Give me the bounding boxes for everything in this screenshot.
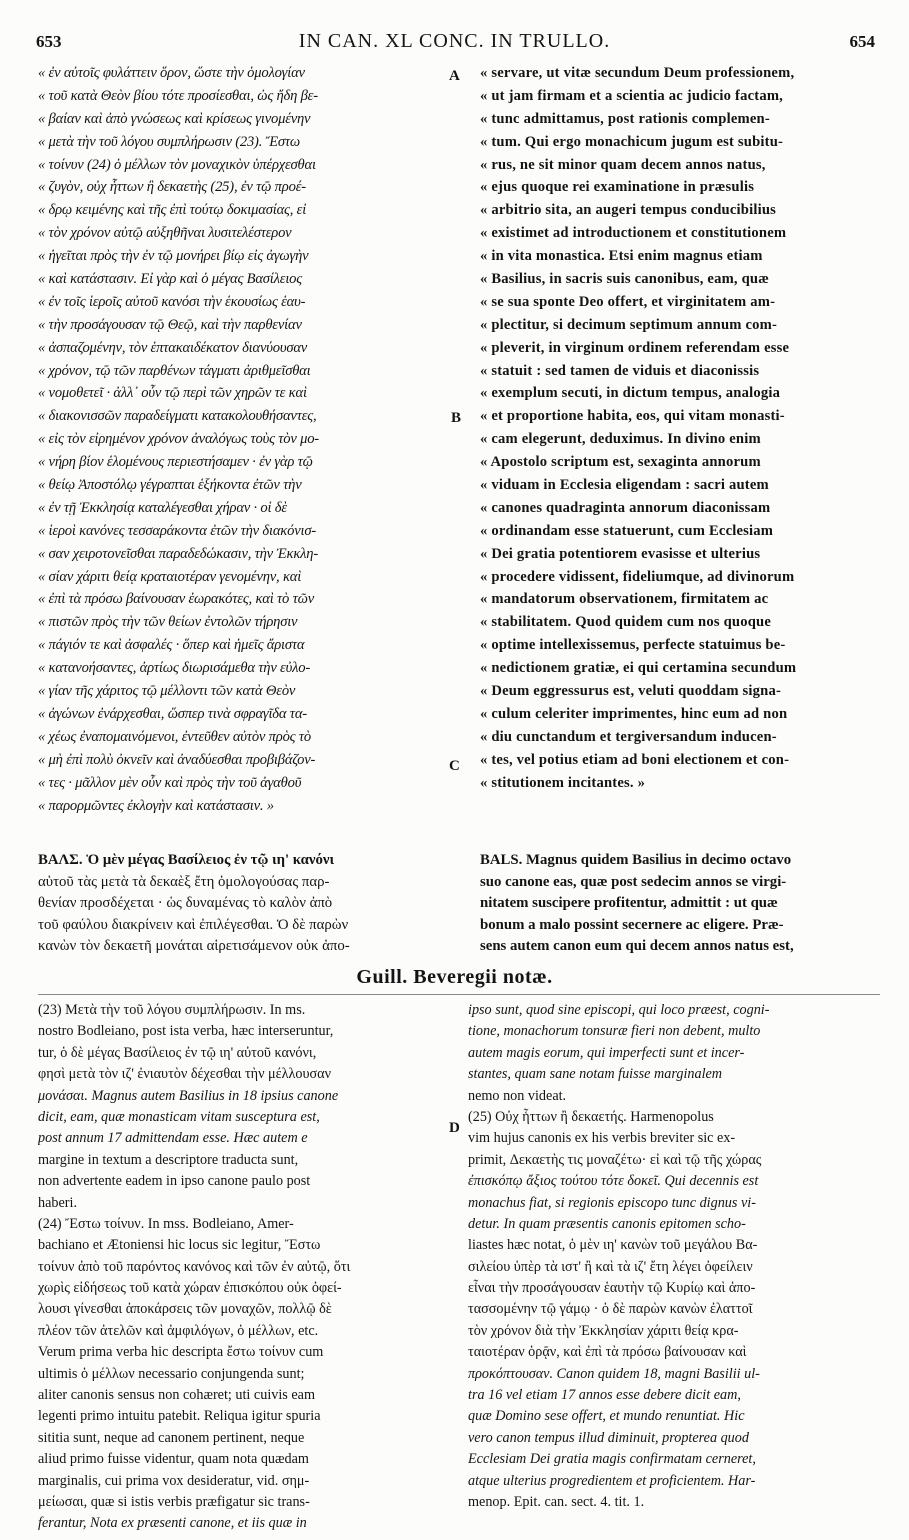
note-line: aliter canonis sensus non cohæret; uti cuivis eam	[38, 1387, 315, 1404]
note-line: menop. Epit. can. sect. 4. tit. 1.	[468, 1493, 645, 1510]
note-line: quæ Domino sese offert, et mundo renuntiat. Hic	[468, 1408, 745, 1425]
note-line: non advertente eadem in ipso canone paulo post	[38, 1173, 311, 1190]
latin-text-line: « nedictionem gratiæ, ei qui certamina secundum	[480, 660, 797, 677]
latin-text-line: « rus, ne sit minor quam decem annos natus,	[480, 156, 766, 173]
note-line: τοίνυν ἀπὸ τοῦ παρόντος κανόνος καὶ τῶν ἐν αὐτῷ, ὅτι	[38, 1258, 351, 1275]
note-line: nemo non videat.	[468, 1087, 567, 1104]
margin-letter-c: C	[449, 758, 460, 774]
latin-text-line: « procedere vidissent, fideliumque, ad divinorum	[480, 568, 795, 585]
latin-text-line: « existimet ad introductionem et constitutionem	[480, 225, 787, 242]
greek-text-line: « χρόνον, τῷ τῶν παρθένων τάγματι ἀριθμεῖσθαι	[38, 362, 311, 379]
latin-text-line: « in vita monastica. Etsi enim magnus etiam	[480, 248, 763, 265]
greek-text-line: « πιστῶν πρὸς τὴν τῶν θείων ἐντολῶν τήρησιν	[38, 614, 298, 631]
latin-text-line: « tes, vel potius etiam ad boni electionem et con-	[480, 751, 790, 768]
note-line: legenti primo intuitu patebit. Reliqua igitur spuria	[38, 1408, 321, 1425]
note-line: vero canon tempus illud diminuit, propterea quod	[468, 1429, 749, 1446]
greek-text-line: « παρορμῶντες ἐκλογὴν καὶ κατάστασιν. »	[38, 797, 274, 814]
note-line: ferantur, Nota ex præsenti canone, et iis quæ in	[38, 1515, 307, 1532]
running-header	[0, 28, 909, 54]
commentary-greek-line: τοῦ φαύλου διακρίνειν καὶ ἐπιλέγεσθαι. Ὁ δὲ παρὼν	[38, 916, 349, 933]
latin-text-line: « stabilitatem. Quod quidem cum nos quoque	[480, 614, 772, 631]
note-line: λουσι γίνεσθαι ἀποκάρσεις τῶν μοναχῶν, πολλῷ δὲ	[38, 1301, 332, 1318]
latin-text-line: « arbitrio sita, an augeri tempus conducibilius	[480, 202, 777, 219]
note-line: atque ulterius progredientem et proficientem. Har-	[468, 1472, 756, 1489]
greek-text-line: « μὴ ἐπὶ πολὺ ὀκνεῖν καὶ ἀναδύεσθαι προβιβάζον-	[38, 751, 316, 768]
note-line: monachus fiat, si regionis episcopo tunc dignus vi-	[468, 1194, 756, 1211]
note-line: sititia sunt, neque ad canonem pertinent, neque	[38, 1429, 305, 1446]
greek-text-line: « δρῳ κειμένης καὶ τῆς ἐπὶ τούτῳ δοκιμασίας, εἰ	[38, 202, 307, 219]
note-line: ultimis ὁ μέλλων necessario conjungenda sunt;	[38, 1365, 305, 1382]
note-line: tur, ὁ δὲ μέγας Βασίλειος ἐν τῷ ιη' αὐτοῦ κανόνι,	[38, 1044, 317, 1061]
greek-text-line: « κατανοήσαντες, ἀρτίως διωρισάμεθα τὴν εὐλο-	[38, 660, 310, 677]
greek-text-line: « ἀγώνων ἐνάρχεσθαι, ὥσπερ τινὰ σφραγῖδα τα-	[38, 705, 307, 722]
note-line: χωρὶς εἰδήσεως τοῦ κατὰ χώραν ἐπισκόπου οὐκ ὀφεί-	[38, 1280, 342, 1297]
commentary-greek-line: κανὼν τὸν δεκαετῆ μονάται αἱρετισάμενον οὐκ ἀπο-	[38, 938, 350, 955]
greek-text-line: « ἐν τῇ Ἐκκλησίᾳ καταλέγεσθαι χήραν · οἱ δὲ	[38, 499, 287, 516]
latin-text-line: « ordinandam esse statuerunt, cum Ecclesiam	[480, 522, 774, 539]
note-line: ipso sunt, quod sine episcopi, qui loco præest, cogni-	[468, 1002, 770, 1018]
latin-text-line: « tum. Qui ergo monachicum jugum est subitu-	[480, 133, 784, 150]
note-line: ταιοτέραν ὁρᾷν, καὶ ἐπὶ τὰ πρόσω βαίνουσαν καὶ	[468, 1344, 747, 1361]
note-line: bachiano et Ætoniensi hic locus sic legitur, Ἔστω	[38, 1237, 321, 1254]
note-line: προκόπτουσαν. Canon quidem 18, magni Basilii ul-	[468, 1365, 760, 1382]
latin-text-line: « servare, ut vitæ secundum Deum professionem,	[480, 65, 795, 81]
latin-text-line: « statuit : sed tamen de viduis et diaconissis	[480, 362, 760, 379]
note-line: φησὶ μετὰ τὸν ιζ' ἐνιαυτὸν δέχεσθαι τὴν μέλλουσαν	[38, 1066, 331, 1083]
latin-text-line: « Apostolo scriptum est, sexaginta annorum	[480, 454, 761, 471]
commentary-latin-line: bonum a malo possint secernere ac eligere. Præ-	[480, 916, 784, 933]
note-line: tra 16 vel etiam 17 annos esse debere dicit eam,	[468, 1387, 741, 1404]
greek-text-line: « εἰς τὸν εἰρημένον χρόνον ἀναλόγως τοὺς τὸν μο-	[38, 431, 319, 448]
latin-text-line: « culum celeriter imprimentes, hinc eum ad non	[480, 705, 788, 722]
latin-text-line: « mandatorum observationem, firmitatem ac	[480, 591, 769, 608]
note-line: primit, Δεκαετὴς τις μοναζέτω· εἰ καὶ τῷ τῆς χώρας	[468, 1151, 762, 1168]
note-line: liastes hæc notat, ὁ μὲν ιη' κανὼν τοῦ μεγάλου Βα-	[468, 1237, 758, 1254]
greek-text-line: « τοῦ κατὰ Θεὸν βίου τότε προσίεσθαι, ὡς ἤδη βε-	[38, 87, 318, 104]
notes-heading: Guill. Beveregii notæ.	[356, 966, 553, 988]
greek-text-line: « σίαν χάριτι θείᾳ κραταιοτέραν γενομένην, καὶ	[38, 568, 302, 585]
commentary-latin-line: BALS. Magnus quidem Basilius in decimo octavo	[480, 852, 792, 868]
latin-text-line: « se sua sponte Deo offert, et virginitatem am-	[480, 293, 776, 310]
note-line: detur. In quam præsentis canonis epitomen scho-	[468, 1215, 746, 1232]
note-line: πλέον τῶν ἀτελῶν καὶ ἀμφιλόγων, ὁ μέλλων, etc.	[38, 1322, 319, 1339]
margin-letter-a: A	[449, 68, 460, 84]
note-line: autem magis eorum, qui imperfecti sunt et incer-	[468, 1044, 745, 1061]
note-line: tione, monachorum tonsuræ fieri non debent, multo	[468, 1023, 761, 1040]
note-line: τασσομένην τῷ γάμῳ · ὁ δὲ παρὼν κανὼν ἐλαττοῖ	[468, 1301, 753, 1318]
latin-text-line: « ejus quoque rei examinatione in præsulis	[480, 179, 755, 196]
commentary-greek-line: θενίαν προσδέχεται · ὡς δυναμένας τὸ καλὸν ἀπὸ	[38, 895, 333, 912]
commentary-latin-line: nitatem suscipere profitentur, admittit : ut quæ	[480, 895, 778, 912]
notes-left-column	[38, 1000, 450, 1535]
greek-text-line: « γίαν τῆς χάριτος τῷ μέλλοντι τῶν κατὰ Θεὸν	[38, 683, 296, 700]
greek-text-line: « ἱεροὶ κανόνες τεσσαράκοντα ἐτῶν τὴν διακόνισ-	[38, 522, 316, 539]
greek-text-line: « τες · μᾶλλον μὲν οὖν καὶ πρὸς τὴν τοῦ ἀγαθοῦ	[38, 774, 302, 791]
note-line: μείωσαι, quæ si istis verbis præfigatur sic trans-	[38, 1493, 310, 1510]
note-line: marginalis, cui prima vox desideratur, vid. σημ-	[38, 1472, 310, 1489]
running-title: IN CAN. XL CONC. IN TRULLO.	[298, 30, 611, 52]
greek-text-line: « διακονισσῶν παραδείγματι κατακολουθήσαντες,	[38, 408, 317, 425]
note-line: haberi.	[38, 1194, 77, 1211]
greek-text-line: « ἡγεῖται πρὸς τὴν ἐν τῷ μονήρει βίῳ εἰς ἀγωγὴν	[38, 248, 309, 265]
greek-text-line: « τοίνυν (24) ὁ μέλλων τὸν μοναχικὸν ὑπέρχεσθαι	[38, 156, 316, 173]
greek-canon-column	[38, 62, 456, 817]
latin-text-line: « viduam in Ecclesia eligendam : sacri autem	[480, 477, 769, 494]
greek-text-line: « νομοθετεῖ · ἀλλ᾽ οὖν τῷ περὶ τῶν χηρῶν τε καὶ	[38, 385, 307, 402]
note-line: Ecclesiam Dei gratia magis confirmatam cerneret,	[468, 1451, 756, 1468]
note-line: (24) Ἔστω τοίνυν. In mss. Bodleiano, Amer-	[38, 1215, 294, 1232]
greek-text-line: « πάγιόν τε καὶ ἀσφαλές · ὅπερ καὶ ἡμεῖς ἄριστα	[38, 637, 305, 654]
note-line: Verum prima verba hic descripta ἔστω τοίνυν cum	[38, 1344, 324, 1361]
greek-text-line: « σαν χειροτονεῖσθαι παραδεδώκασιν, τὴν Ἐκκλη-	[38, 545, 318, 562]
greek-text-line: « ἀσπαζομένην, τὸν ἑπτακαιδέκατον διανύουσαν	[38, 339, 308, 356]
greek-text-line: « χέως ἐναπομαινόμενοι, ἐντεῦθεν αὐτὸν πρὸς τὸ	[38, 728, 311, 745]
latin-text-line: « optime intellexissemus, perfecte statuimus be-	[480, 637, 786, 654]
page-number-left: 653	[36, 32, 62, 51]
latin-text-line: « diu cunctandum et tergiversandum inducen-	[480, 728, 777, 745]
greek-text-line: « ἐπὶ τὰ πρόσω βαίνουσαν ἑωρακότες, καὶ τὸ τῶν	[38, 591, 314, 608]
commentary-latin-line: suo canone eas, quæ post sedecim annos se virgi-	[480, 873, 787, 890]
note-line: τὸν χρόνον διὰ τὴν Ἐκκλησίαν χάριτι θείᾳ κρα-	[468, 1322, 739, 1339]
commentary-greek-line: αὑτοῦ τὰς μετὰ τὰ δεκαὲξ ἔτη ὁμολογούσας παρ-	[38, 873, 330, 890]
latin-text-line: « et proportione habita, eos, qui vitam monasti-	[480, 408, 785, 425]
commentary-latin-line: sens autem canon eum qui decem annos natus est,	[480, 938, 794, 955]
latin-text-line: « stitutionem incitantes. »	[480, 774, 646, 791]
latin-text-line: « Dei gratia potentiorem evasisse et ulterius	[480, 545, 761, 562]
note-line: nostro Bodleiano, post ista verba, hæc interseruntur,	[38, 1023, 334, 1040]
latin-text-line: « tunc admittamus, post rationis complemen-	[480, 110, 770, 127]
note-line: aliud primo fuisse videntur, quam nota quædam	[38, 1451, 309, 1468]
note-line: vim hujus canonis ex his verbis breviter sic ex-	[468, 1130, 736, 1147]
latin-text-line: « pleverit, in virginum ordinem referendam esse	[480, 339, 790, 356]
page-number-right: 654	[849, 32, 875, 51]
note-line: (23) Μετὰ τὴν τοῦ λόγου συμπλήρωσιν. In ms.	[38, 1002, 306, 1018]
greek-text-line: « τὸν χρόνον αὐτῷ αὐξηθῆναι λυσιτελέστερον	[38, 225, 292, 242]
note-line: margine in textum a descriptore traducta sunt,	[38, 1151, 299, 1168]
latin-text-line: « ut jam firmam et a scientia ac judicio factam,	[480, 87, 784, 104]
commentary-greek-line: ΒΑΛΣ. Ὁ μὲν μέγας Βασίλειος ἐν τῷ ιη' κανόνι	[38, 852, 335, 868]
latin-text-line: « Deum eggressurus est, veluti quoddam signa-	[480, 683, 782, 700]
balsamon-commentary-latin	[480, 850, 880, 958]
greek-text-line: « βαίαν καὶ ἀπὸ γνώσεως καὶ κρίσεως γινομένην	[38, 110, 311, 127]
greek-text-line: « θείῳ Ἀποστόλῳ γέγραπται ἑξήκοντα ἐτῶν τὴν	[38, 477, 302, 494]
latin-text-line: « exemplum secuti, in dictum tempus, analogia	[480, 385, 781, 402]
note-line: stantes, quam sane notam fuisse marginalem	[468, 1066, 723, 1083]
margin-letter-b: B	[451, 410, 462, 426]
note-line: ἐπισκόπῳ ἄξιος τούτου τότε δοκεῖ. Qui decennis est	[468, 1173, 759, 1190]
latin-text-line: « plectitur, si decimum septimum annum com-	[480, 316, 778, 333]
latin-text-line: « cam elegerunt, deduximus. In divino enim	[480, 431, 761, 448]
greek-text-line: « καὶ κατάστασιν. Εἰ γὰρ καὶ ὁ μέγας Βασίλειος	[38, 271, 302, 288]
notes-right-column	[468, 1000, 880, 1513]
latin-text-line: « canones quadraginta annorum diaconissam	[480, 499, 771, 516]
note-line: σιλείου ὑπὲρ τὰ ιστ' ἢ καὶ τὰ ιζ' ἔτη λέγει ὀφείλειν	[468, 1258, 753, 1275]
greek-text-line: « ἐν τοῖς ἱεροῖς αὐτοῦ κανόσι τὴν ἑκουσίως ἑαυ-	[38, 293, 306, 310]
greek-text-line: « τὴν προσάγουσαν τῷ Θεῷ, καὶ τὴν παρθενίαν	[38, 316, 302, 333]
notes-divider	[38, 994, 880, 995]
note-line: (25) Οὐχ ἧττων ἢ δεκαετής. Harmenopolus	[468, 1108, 714, 1125]
greek-text-line: « ἐν αὐτοῖς φυλάττειν ὅρον, ὥστε τὴν ὁμολογίαν	[38, 65, 305, 81]
latin-canon-column	[480, 62, 880, 795]
latin-text-line: « Basilius, in sacris suis canonibus, eam, quæ	[480, 271, 769, 288]
note-line: post annum 17 admittendam esse. Hæc autem e	[38, 1130, 308, 1147]
note-line: dicit, eam, quæ monasticam vitam susceptura est,	[38, 1108, 320, 1125]
margin-letter-d: D	[449, 1120, 460, 1136]
greek-text-line: « ζυγὸν, οὐχ ἧττων ἢ δεκαετὴς (25), ἐν τῷ προέ-	[38, 179, 306, 196]
note-line: εἶναι τὴν προσάγουσαν ἑαυτὴν τῷ Κυρίῳ καὶ ἀπο-	[468, 1280, 756, 1297]
greek-text-line: « μετὰ τὴν τοῦ λόγου συμπλήρωσιν (23). Ἔστω	[38, 133, 301, 150]
greek-text-line: « νήρη βίον ἑλομένους περιεστήσαμεν · ἐν γὰρ τῷ	[38, 454, 313, 471]
balsamon-commentary-greek	[38, 850, 456, 958]
note-line: μονάσαι. Magnus autem Basilius in 18 ipsius canone	[38, 1087, 339, 1104]
